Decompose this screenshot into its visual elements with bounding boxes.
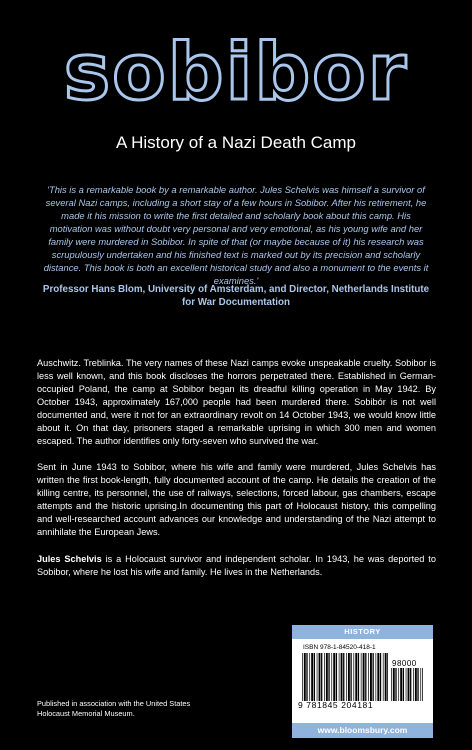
barcode-bar (358, 653, 359, 701)
barcode-bar (415, 668, 417, 701)
barcode-bar (341, 653, 343, 701)
barcode-bar (309, 653, 310, 701)
barcode-bar (417, 668, 418, 701)
barcode-bar (391, 668, 392, 701)
barcode-digits: 9 781845 204181 (298, 700, 374, 710)
barcode-bar (302, 653, 303, 701)
publisher-note-line-1: Published in association with the United States (37, 699, 191, 708)
barcode-bar (365, 653, 366, 701)
publisher-note (37, 699, 237, 718)
barcode-bar (393, 668, 395, 701)
review-attribution: Professor Hans Blom, University of Amsterdam, and Director, Netherlands Institute for War Documentation (42, 284, 430, 308)
book-subtitle: A History of a Nazi Death Camp (116, 133, 356, 152)
publisher-website: www.bloomsbury.com (292, 723, 433, 738)
barcode-bar (408, 668, 410, 701)
barcode-bar (346, 653, 347, 701)
barcode-bar (336, 653, 337, 701)
barcode-bar (304, 653, 306, 701)
barcode-bar (355, 653, 357, 701)
barcode-bar (324, 653, 325, 701)
barcode-bar (311, 653, 313, 701)
barcode-bar (420, 668, 421, 701)
author-name: Jules Schelvis (37, 554, 102, 564)
barcode-bar (361, 653, 362, 701)
barcode-bar (328, 653, 329, 701)
barcode-bar (350, 653, 351, 701)
barcode-bar (353, 653, 354, 701)
barcode-bar (373, 653, 374, 701)
description-paragraph-1: Auschwitz. Treblinka. The very names of these Nazi camps evoke unspeakable cruelty. Sobibor is less well known, and this book discloses the horrors perpetrated there. Established in German-occupied Poland, the camp at Sobibor began its dreadful killing operation in May 1942. By October 1943, approximately 167,000 people had been murdered there. Sobibór is not well documented and, were it not for an extraordinary revolt on 14 October 1943, we would know little about it. On that day, prisoners staged a remarkable uprising in which 300 men and women escaped. The author identifies only forty-seven who survived the war. (37, 358, 436, 446)
barcode-bar (387, 653, 388, 701)
barcode-bar (400, 668, 402, 701)
barcode-bar (410, 668, 411, 701)
price-barcode-icon (391, 668, 423, 701)
barcode-bar (413, 668, 414, 701)
barcode-bar (321, 653, 322, 701)
barcode-bar (395, 668, 396, 701)
barcode-bar (348, 653, 350, 701)
barcode-bar (363, 653, 365, 701)
barcode-bar (406, 668, 407, 701)
description-paragraph-2: Sent in June 1943 to Sobibor, where his wife and family were murdered, Jules Schelvis has written the first book-length, fully documented account of the camp. He details the creation of the killing centre, its personnel, the use of railways, selections, forced labour, gas chambers, escape attempts and the historic uprising.In documenting this part of Holocaust history, this compelling and well-researched account advances our knowledge and understanding of the Nazi attempt to annihilate the European Jews. (37, 462, 436, 537)
barcode-bar (376, 653, 377, 701)
review-quote: 'This is a remarkable book by a remarkable author. Jules Schelvis was himself a survivor of several Nazi camps, including a short stay of a few hours in Sobibor. After his retirement, he made it his mission to write the first detailed and scholarly book about this camp. His motivation was without doubt very personal and very emotional, as his young wife and her family were murdered in Sobibor. In spite of that (or maybe because of it) his research was scrupulously undertaken and his finished text is marked out by its precision and scholarly distance. This book is both an excellent historical study and also a monument to the events it examines.' (43, 184, 429, 286)
barcode-bar (314, 653, 315, 701)
barcode-bar (326, 653, 328, 701)
isbn-barcode-icon (302, 653, 388, 701)
barcode-bar (339, 653, 340, 701)
category-band: HISTORY (292, 625, 433, 639)
barcode-bar (368, 653, 369, 701)
publisher-note-line-2: Holocaust Memorial Museum. (37, 708, 135, 718)
barcode-bar (333, 653, 335, 701)
barcode-bar (306, 653, 307, 701)
barcode-bar (385, 653, 387, 701)
barcode-bar (380, 653, 381, 701)
barcode-bar (383, 653, 384, 701)
barcode-bar (422, 668, 423, 701)
author-bio (37, 553, 436, 579)
barcode-bar (370, 653, 372, 701)
author-bio-text: is a Holocaust survivor and independent scholar. In 1943, he was deported to Sobibor, where he lost his wife and family. He lives in the Netherlands. (37, 554, 436, 577)
price-code: 98000 (392, 659, 417, 668)
barcode-bar (319, 653, 321, 701)
barcode-bar (331, 653, 332, 701)
barcode-bar (398, 668, 399, 701)
barcode-bar (403, 668, 404, 701)
barcode-bar (377, 653, 379, 701)
barcode-bar (317, 653, 318, 701)
barcode-panel (292, 625, 433, 723)
isbn-label: ISBN 978-1-84520-418-1 (303, 644, 376, 651)
book-title: sobibor (63, 28, 409, 118)
barcode-bar (343, 653, 344, 701)
